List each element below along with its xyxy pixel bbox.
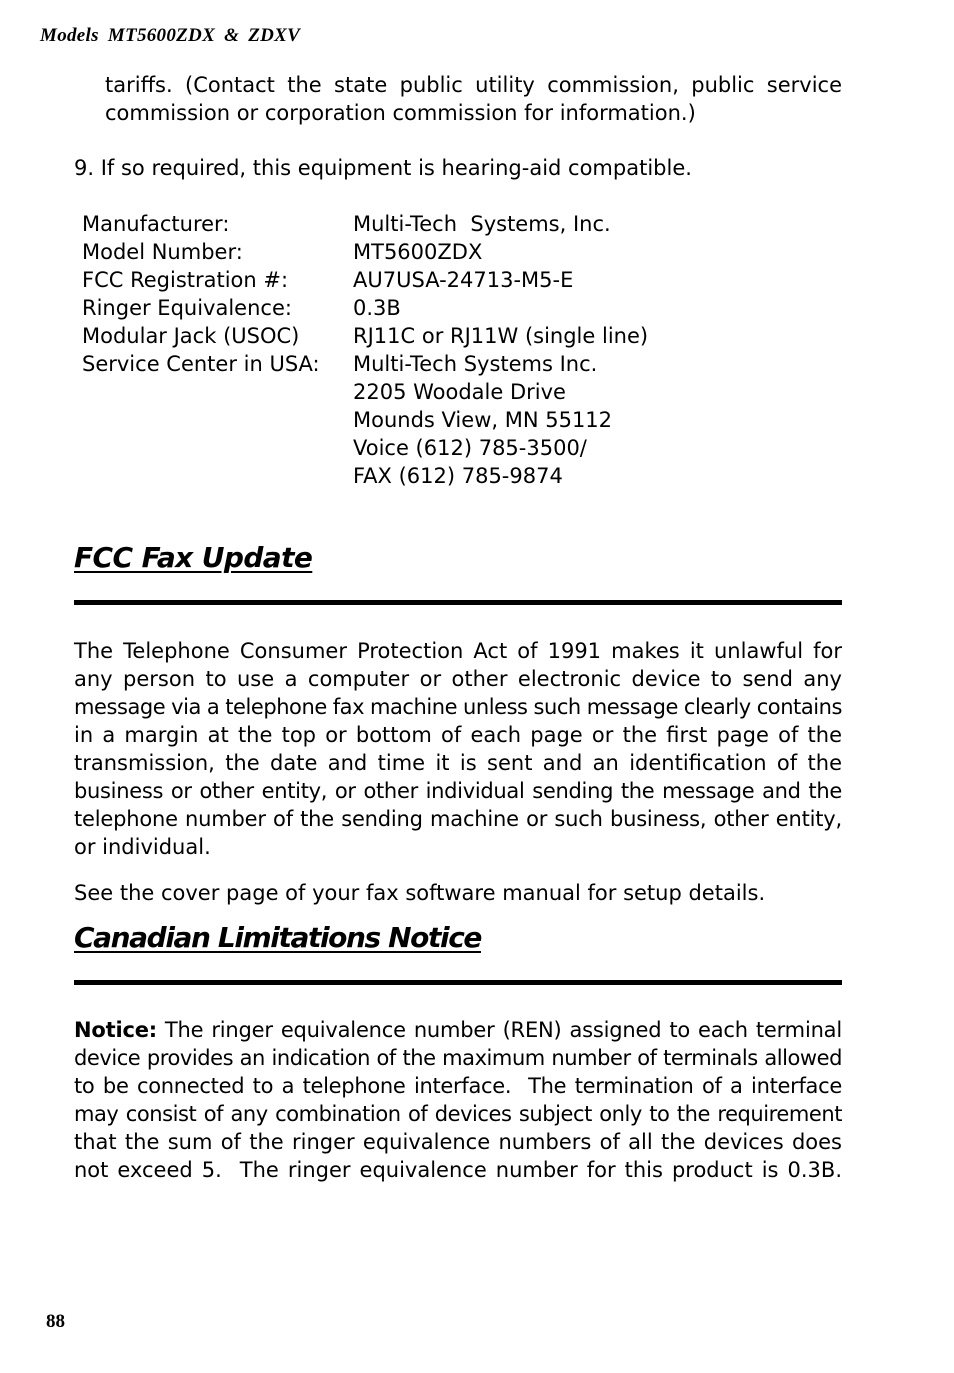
spec-value: 0.3B [353,296,401,320]
canadian-paragraph-line [74,1016,842,1044]
spec-label [82,378,353,406]
canadian-paragraph-line: not exceed 5. The ringer equivalence number for this product is 0.3B. [74,1158,842,1182]
fcc-paragraph-line: business or other entity, or other individual sending the message and the [74,779,842,803]
spec-row [82,462,648,490]
fcc-fax-update-title: FCC Fax Update [74,541,313,574]
spec-label [82,406,353,434]
spec-value: Multi-Tech Systems Inc. [353,352,598,376]
spec-row [82,406,648,434]
spec-row [82,350,648,378]
spec-value: Mounds View, MN 55112 [353,408,613,432]
canadian-paragraph-line: to be connected to a telephone interface. The termination of a interface [74,1074,842,1098]
spec-label: Ringer Equivalence: [82,296,292,320]
section-divider [74,980,842,985]
section-divider [74,600,842,605]
canadian-paragraph-line: may consist of any combination of devices subject only to the requirement [74,1102,842,1126]
fcc-paragraph-line: transmission, the date and time it is sent and an identification of the [74,751,842,775]
spec-row [82,322,648,350]
running-header: Models MT5600ZDX & ZDXV [40,25,301,46]
spec-value: Multi-Tech Systems, Inc. [353,212,611,236]
spec-value: 2205 Woodale Drive [353,380,566,404]
spec-label: Service Center in USA: [82,352,320,376]
see-cover-page-text: See the cover page of your fax software manual for setup details. [74,881,766,905]
continuation-line-1: tariffs. (Contact the state public utility commission, public service [105,73,842,97]
spec-row [82,294,648,322]
spec-row [82,210,648,238]
spec-row [82,434,648,462]
fcc-paragraph-line: any person to use a computer or other electronic device to send any [74,667,842,691]
fcc-paragraph-line: The Telephone Consumer Protection Act of 1991 makes it unlawful for [74,639,842,663]
spec-label: Model Number: [82,240,243,264]
spec-value: RJ11C or RJ11W (single line) [353,324,649,348]
spec-label: FCC Registration #: [82,268,289,292]
spec-label [82,462,353,490]
fcc-paragraph-line: message via a telephone fax machine unless such message clearly contains [74,695,842,719]
spec-row [82,238,648,266]
fcc-paragraph-line: or individual. [74,835,211,859]
page-number: 88 [46,1311,65,1332]
continuation-line-2: commission or corporation commission for information.) [105,101,696,125]
fcc-paragraph-line: telephone number of the sending machine or such business, other entity, [74,807,842,831]
spec-value: FAX (612) 785-9874 [353,464,563,488]
fcc-paragraph-line: in a margin at the top or bottom of each page or the first page of the [74,723,842,747]
spec-value: MT5600ZDX [353,240,483,264]
spec-label: Modular Jack (USOC) [82,324,300,348]
spec-value: AU7USA-24713-M5-E [353,268,574,292]
notice-label: Notice: [74,1018,157,1042]
canadian-limitations-title: Canadian Limitations Notice [74,921,481,954]
spec-value: Voice (612) 785-3500/ [353,436,587,460]
spec-table [82,210,648,490]
item-9-text: 9. If so required, this equipment is hearing-aid compatible. [74,156,692,180]
canadian-paragraph-line: that the sum of the ringer equivalence numbers of all the devices does [74,1130,842,1154]
spec-row [82,266,648,294]
spec-label: Manufacturer: [82,212,230,236]
spec-row [82,378,648,406]
canadian-paragraph-line: device provides an indication of the maximum number of terminals allowed [74,1046,842,1070]
spec-label [82,434,353,462]
notice-line-text: The ringer equivalence number (REN) assigned to each terminal [156,1018,842,1042]
